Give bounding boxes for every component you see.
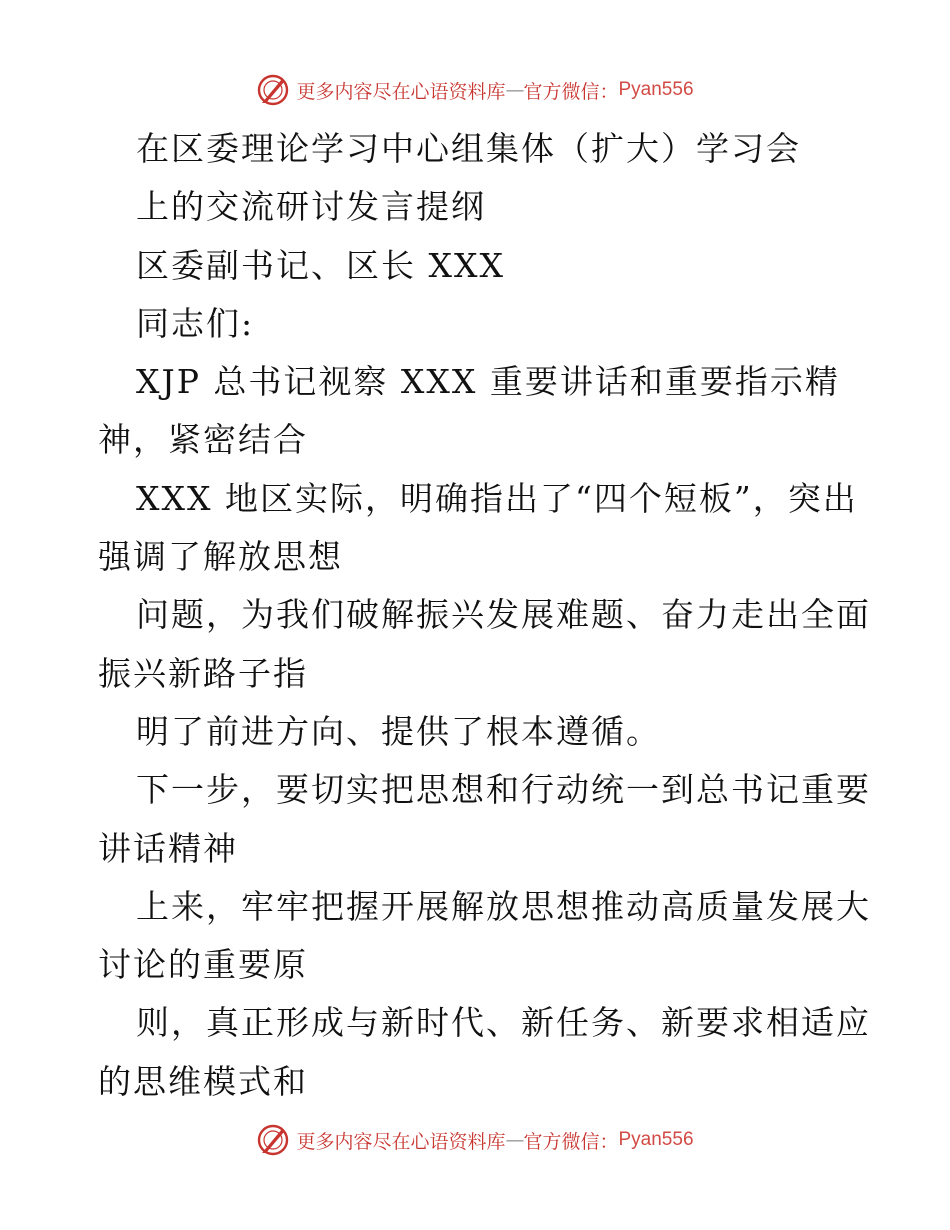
quill-logo-icon: [256, 1123, 290, 1157]
text-line: 下一步，要切实把思想和行动统一到总书记重要: [136, 770, 871, 810]
text-line: 的思维模式和: [98, 1061, 308, 1101]
banner-main-text: 更多内容尽在心语资料库: [296, 80, 506, 103]
document-body: [98, 120, 871, 1111]
text-line: 同志们:: [136, 303, 255, 343]
text-line: 强调了解放思想: [98, 537, 343, 577]
banner-wechat-account: Pyan556: [618, 1129, 694, 1150]
banner-separator: —: [505, 79, 524, 101]
text-line: 在区委理论学习中心组集体（扩大）学习会: [136, 129, 801, 168]
banner-main-text: 更多内容尽在心语资料库: [296, 1130, 506, 1153]
text-line: XJP 总书记视察 XXX 重要讲话和重要指示精: [136, 362, 840, 402]
text-line: 上来，牢牢把握开展解放思想推动高质量发展大: [136, 886, 871, 926]
text-line: 神，紧密结合: [98, 420, 308, 460]
footer-watermark-banner: [0, 1120, 950, 1160]
text-line: 讨论的重要原: [98, 945, 308, 985]
text-line: 振兴新路子指: [98, 653, 308, 693]
banner-wechat-account: Pyan556: [618, 79, 694, 100]
banner-separator: —: [505, 1129, 524, 1151]
text-line: XXX 地区实际，明确指出了“四个短板”，突出: [136, 478, 858, 518]
text-line: 讲话精神: [98, 828, 238, 868]
banner-wechat-label: 官方微信：: [523, 1130, 619, 1153]
text-line: 明了前进方向、提供了根本遵循。: [136, 711, 661, 751]
text-line: 问题，为我们破解振兴发展难题、奋力走出全面: [136, 595, 871, 635]
header-watermark-banner: [0, 70, 950, 110]
quill-logo-icon: [256, 73, 290, 107]
text-line: 上的交流研讨发言提纲: [136, 187, 486, 227]
text-line: 则，真正形成与新时代、新任务、新要求相适应: [136, 1003, 871, 1043]
banner-wechat-label: 官方微信：: [523, 80, 619, 103]
text-line: 区委副书记、区长 XXX: [136, 245, 505, 285]
